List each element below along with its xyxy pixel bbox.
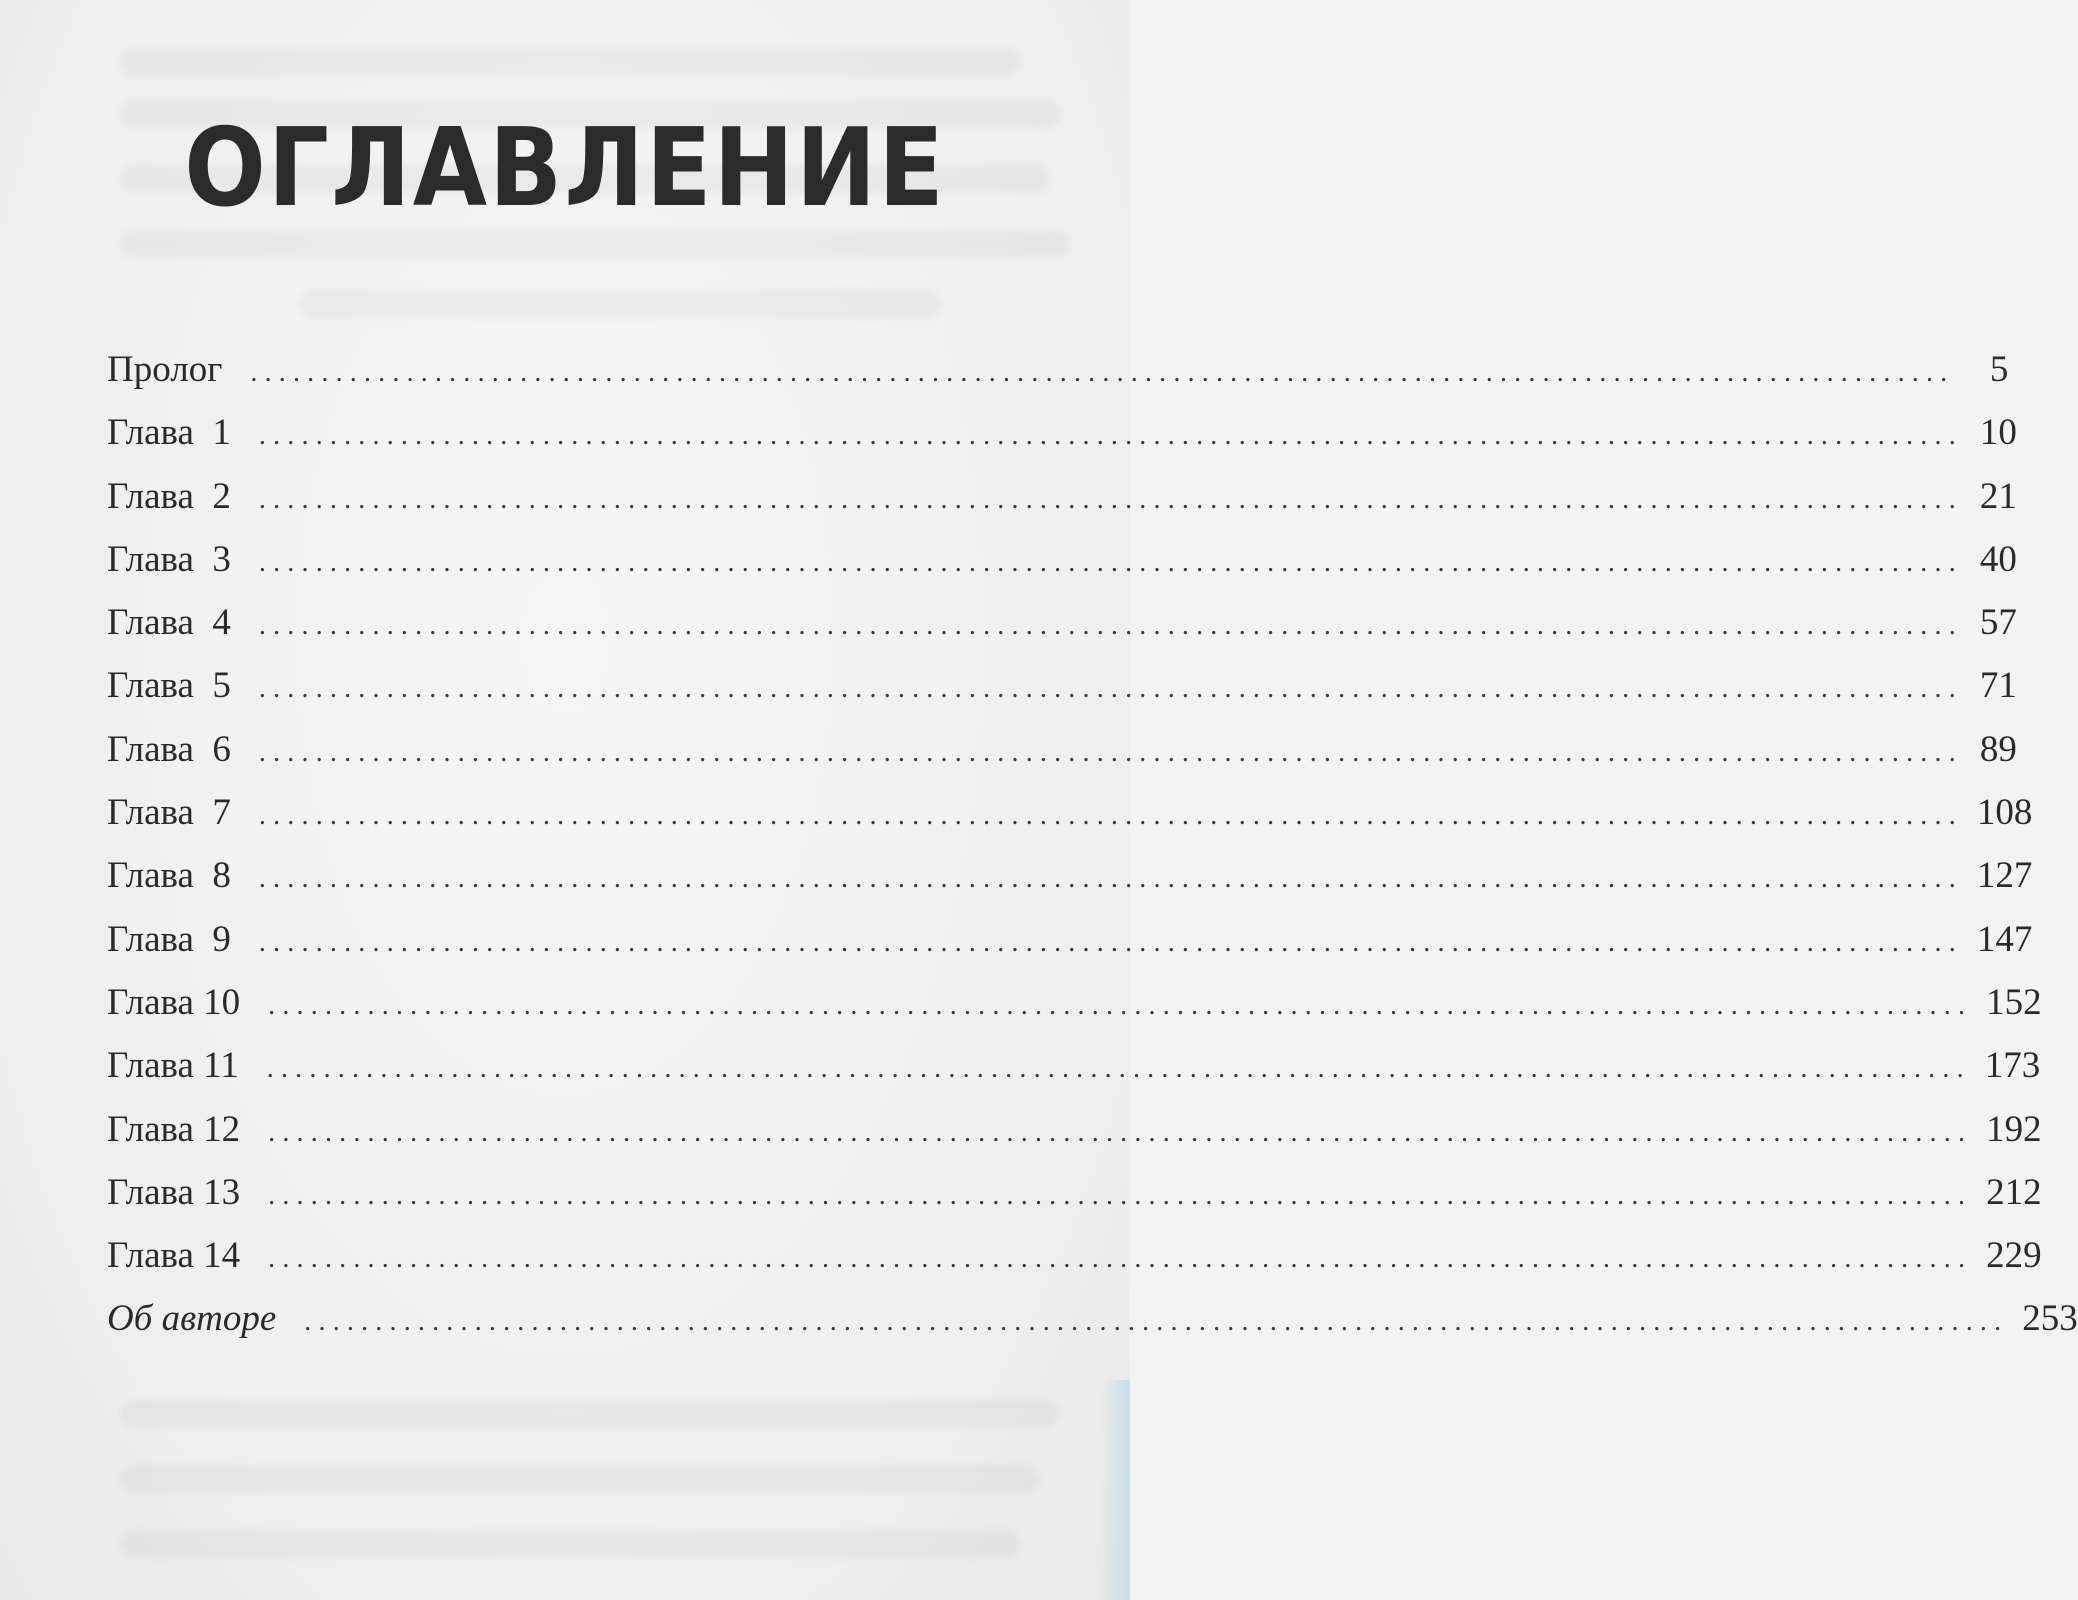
toc-page-number: 57 [1979, 602, 2017, 644]
toc-entry-title: Глава 9 [107, 918, 231, 960]
dot-leader: ........................................................................................................................ [268, 1243, 1973, 1275]
toc-entry [107, 664, 2017, 727]
dot-leader: ........................................................................................................................ [268, 1179, 1973, 1211]
toc-entry [107, 854, 2033, 917]
dot-leader: ........................................................................................................................ [258, 420, 1963, 452]
toc-entry-title: Глава 7 [107, 792, 231, 834]
dot-leader: ........................................................................................................................ [258, 736, 1963, 768]
toc-entry [107, 475, 2017, 538]
toc-page-number: 253 [2022, 1298, 2078, 1340]
dot-leader: ........................................................................................................................ [258, 546, 1963, 578]
dot-leader: ........................................................................................................................ [268, 989, 1973, 1021]
toc-entry-title: Глава 11 [107, 1045, 239, 1087]
toc-page-number: 40 [1979, 538, 2017, 580]
page-title: ОГЛАВЛЕНИЕ [184, 105, 946, 231]
toc-entry [107, 538, 2017, 601]
dot-leader: ........................................................................................................................ [258, 673, 1963, 705]
toc-entry [107, 918, 2033, 981]
toc-page-number: 108 [1976, 792, 2033, 834]
dot-leader: ........................................................................................................................ [250, 357, 1955, 388]
toc-entry [107, 601, 2017, 664]
toc-entry-title: Глава 6 [107, 728, 231, 770]
toc-entry-title: Глава 12 [107, 1108, 241, 1150]
toc-entry [107, 981, 2042, 1044]
toc-entry-title: Глава 2 [107, 475, 231, 517]
toc-page-number: 5 [1989, 349, 2009, 390]
toc-page-number: 173 [1984, 1045, 2041, 1087]
show-through-text [120, 230, 1070, 258]
toc-entry-title: Пролог [107, 349, 223, 390]
toc-entry [107, 1108, 2042, 1171]
dot-leader: ........................................................................................................................ [266, 1053, 1971, 1085]
page-edge-tint [1100, 1380, 1130, 1600]
toc-entry-title: Глава 13 [107, 1171, 241, 1213]
toc-page-number: 89 [1979, 728, 2017, 770]
table-of-contents [107, 348, 2078, 1361]
show-through-text [120, 1530, 1020, 1558]
toc-page-number: 127 [1976, 855, 2033, 897]
toc-entry-title: Глава 14 [107, 1235, 241, 1277]
toc-entry [107, 1044, 2041, 1107]
toc-page-number: 152 [1986, 981, 2042, 1023]
dot-leader: ........................................................................................................................ [258, 863, 1963, 895]
toc-entry [107, 411, 2017, 474]
dot-leader: ........................................................................................................................ [258, 610, 1963, 642]
toc-entry [107, 1234, 2042, 1297]
toc-entry-title: Глава 8 [107, 855, 231, 897]
dot-leader: ........................................................................................................................ [258, 483, 1963, 515]
dot-leader: ........................................................................................................................ [268, 1116, 1973, 1148]
show-through-text [120, 1400, 1060, 1428]
toc-entry [107, 728, 2017, 791]
toc-entry [107, 1171, 2042, 1234]
toc-page-number: 21 [1979, 475, 2017, 517]
show-through-text [300, 290, 940, 318]
dot-leader: ........................................................................................................................ [258, 800, 1963, 832]
toc-entry [107, 348, 2009, 411]
dot-leader: ........................................................................................................................ [258, 926, 1963, 958]
toc-entry-title: Об авторе [107, 1298, 277, 1340]
toc-page-number: 212 [1986, 1171, 2042, 1213]
toc-entry [107, 791, 2033, 854]
toc-page-number: 192 [1986, 1108, 2042, 1150]
toc-entry-title: Глава 1 [107, 412, 231, 454]
dot-leader: ........................................................................................................................ [304, 1306, 2009, 1338]
toc-entry-title: Глава 3 [107, 538, 231, 580]
toc-page-number: 71 [1979, 665, 2017, 707]
toc-page-number: 10 [1979, 412, 2017, 454]
show-through-text [120, 48, 1020, 76]
toc-entry-title: Глава 4 [107, 602, 231, 644]
toc-entry-title: Глава 10 [107, 981, 241, 1023]
toc-entry [107, 1297, 2078, 1360]
toc-entry-title: Глава 5 [107, 665, 231, 707]
toc-page-number: 147 [1976, 918, 2033, 960]
show-through-text [120, 1465, 1040, 1493]
toc-page-number: 229 [1986, 1235, 2042, 1277]
